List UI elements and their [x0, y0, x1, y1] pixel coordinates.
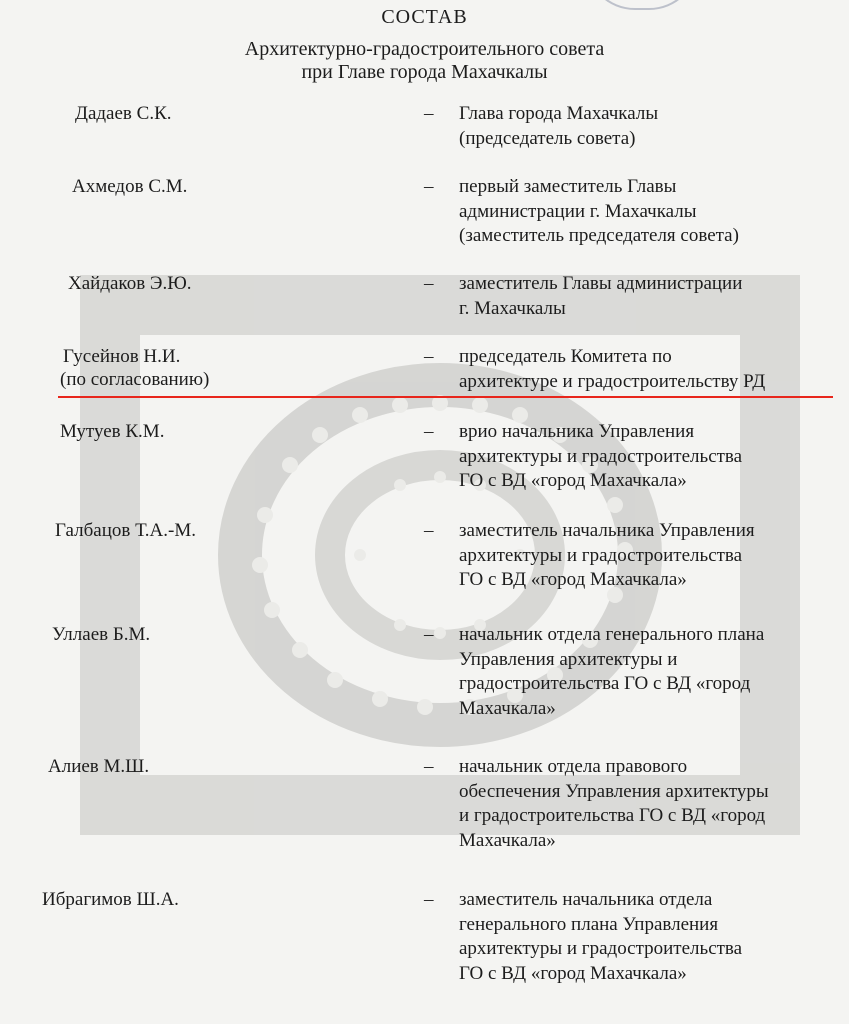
member-name: Дадаев С.К.: [75, 103, 172, 124]
role-line: (заместитель председателя совета): [459, 225, 739, 246]
member-role: [459, 888, 819, 986]
role-line: архитектуры и градостроительства: [459, 938, 743, 959]
role-line: архитектуры и градостроительства: [459, 544, 743, 566]
role-line: градостроительства ГО с ВД «город: [459, 673, 751, 694]
role-line: заместитель начальника Управления: [459, 520, 755, 541]
separator-dash: –: [424, 889, 434, 910]
role-line: начальник отдела правового: [459, 756, 688, 777]
document-subtitle-line-2: при Главе города Махачкалы: [301, 61, 548, 83]
role-line: ГО с ВД «город Махачкала»: [459, 470, 687, 491]
role-line: г. Махачкалы: [459, 297, 566, 319]
member-role: [459, 102, 819, 151]
role-line: Управления архитектуры и: [459, 648, 678, 670]
separator-dash: –: [424, 520, 434, 541]
role-line: начальник отдела генерального плана: [459, 624, 765, 645]
role-line: заместитель Главы администрации: [459, 273, 743, 294]
member-name: Уллаев Б.М.: [52, 624, 151, 645]
member-role: [459, 420, 819, 494]
role-line: Махачкала»: [459, 697, 556, 719]
separator-dash: –: [424, 346, 434, 367]
role-line: ГО с ВД «город Махачкала»: [459, 962, 687, 984]
member-role: [459, 519, 814, 593]
member-name: Мутуев К.М.: [60, 421, 165, 442]
member-name: Галбацов Т.А.-М.: [55, 520, 196, 541]
role-line: Махачкала»: [459, 829, 556, 851]
member-role: [459, 755, 819, 853]
separator-dash: –: [424, 176, 434, 197]
role-line: обеспечения Управления архитектуры: [459, 780, 769, 802]
role-line: (председатель совета): [459, 127, 636, 149]
red-underline: [58, 396, 833, 398]
separator-dash: –: [424, 756, 434, 777]
role-line: администрации г. Махачкалы: [459, 200, 697, 222]
role-line: генерального плана Управления: [459, 913, 719, 935]
document-subtitle-line-1: Архитектурно-градостроительного совета: [244, 38, 605, 60]
member-note: (по согласованию): [60, 369, 210, 390]
role-line: председатель Комитета по: [459, 346, 672, 367]
role-line: врио начальника Управления: [459, 421, 695, 442]
document-title: СОСТАВ: [381, 6, 468, 28]
role-line: первый заместитель Главы: [459, 176, 677, 197]
member-name: Гусейнов Н.И.: [63, 346, 181, 367]
member-name: Хайдаков Э.Ю.: [68, 273, 192, 294]
separator-dash: –: [424, 273, 434, 294]
role-line: заместитель начальника отдела: [459, 889, 713, 910]
separator-dash: –: [424, 103, 434, 124]
role-line: архитектуры и градостроительства: [459, 445, 743, 467]
member-name: Ибрагимов Ш.А.: [42, 889, 179, 910]
member-role: [459, 272, 819, 321]
member-name: Алиев М.Ш.: [48, 756, 150, 777]
separator-dash: –: [424, 624, 434, 645]
member-role: [459, 623, 819, 721]
member-role: [459, 345, 819, 394]
member-name: Ахмедов С.М.: [72, 176, 188, 197]
role-line: архитектуре и градостроительству РД: [459, 370, 766, 392]
role-line: ГО с ВД «город Махачкала»: [459, 569, 687, 590]
member-role: [459, 175, 819, 249]
role-line: и градостроительства ГО с ВД «город: [459, 805, 766, 826]
role-line: Глава города Махачкалы: [459, 103, 659, 124]
separator-dash: –: [424, 421, 434, 442]
